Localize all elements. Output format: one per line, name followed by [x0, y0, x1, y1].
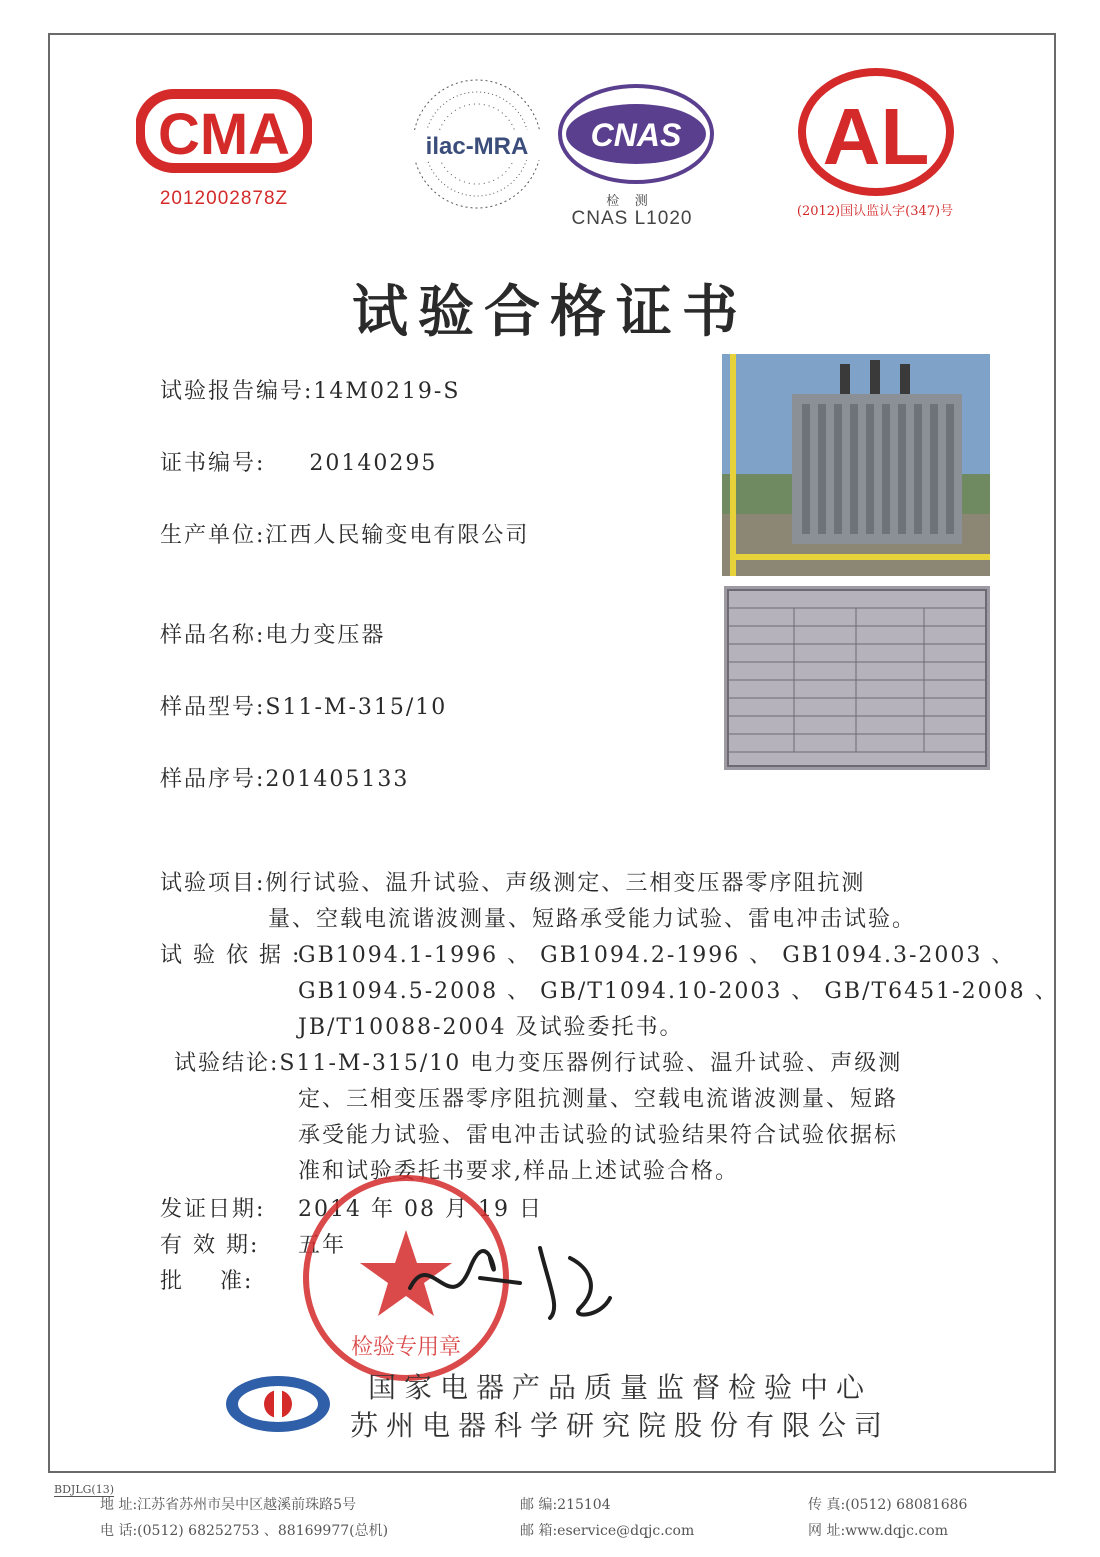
sample-serial-row	[160, 762, 409, 793]
footer-fax: 传 真:(0512) 68081686	[808, 1497, 968, 1513]
approval-label: 批 准:	[160, 1269, 254, 1294]
test-items-line2: 量、空载电流谐波测量、短路承受能力试验、雷电冲击试验。	[268, 907, 917, 932]
report-number-label: 试验报告编号:	[160, 379, 314, 404]
svg-text:ilac-MRA: ilac-MRA	[425, 133, 529, 160]
footer-email[interactable]: 邮 箱:eservice@dqjc.com	[520, 1523, 695, 1539]
conclusion-block	[174, 1046, 902, 1190]
conclusion-line1: S11-M-315/10 电力变压器例行试验、温升试验、声级测	[279, 1051, 903, 1076]
approval-row	[160, 1264, 253, 1295]
sample-name-row	[160, 618, 385, 649]
ilac-mra-logo	[402, 74, 552, 214]
form-code: BDJLG(13)	[54, 1483, 114, 1496]
footer-phone: 电 话:(0512) 68252753 、88169977(总机)	[100, 1523, 389, 1539]
cma-logo	[136, 84, 312, 184]
test-items-line1: 例行试验、温升试验、声级测定、三相变压器零序阻抗测	[265, 871, 866, 896]
sample-model-row	[160, 690, 447, 721]
test-basis-label: 试 验 依 据 :	[160, 943, 302, 968]
sample-name-label: 样品名称:	[160, 623, 266, 648]
sample-serial-label: 样品序号:	[160, 767, 266, 792]
organization-name-1: 国家电器产品质量监督检验中心	[367, 1371, 872, 1404]
sample-model-value: S11-M-315/10	[265, 695, 448, 720]
sample-model-label: 样品型号:	[160, 695, 266, 720]
signature	[400, 1228, 620, 1328]
svg-text:AL: AL	[822, 92, 930, 181]
test-basis-block	[160, 938, 1059, 1046]
certificate-number-row	[160, 446, 437, 477]
test-basis-line3: JB/T10088-2004 及试验委托书。	[298, 1015, 684, 1040]
test-items-label: 试验项目:	[160, 871, 266, 896]
report-number-value: 14M0219-S	[313, 379, 461, 404]
svg-text:CMA: CMA	[157, 102, 291, 167]
validity-value: 五年	[298, 1233, 347, 1258]
al-code: (2012)国认监认字(347)号	[796, 204, 954, 219]
conclusion-line2: 定、三相变压器零序阻抗测量、空载电流谐波测量、短路	[298, 1087, 899, 1112]
organization-emblem	[222, 1372, 334, 1436]
test-basis-line2: GB1094.5-2008 、 GB/T1094.10-2003 、 GB/T6451-2008 、	[298, 979, 1059, 1004]
manufacturer-label: 生产单位:	[160, 523, 266, 548]
test-basis-line1: GB1094.1-1996 、 GB1094.2-1996 、 GB1094.3-2003 、	[298, 943, 1016, 968]
footer-postcode: 邮 编:215104	[520, 1497, 611, 1513]
certificate-number-value: 20140295	[309, 451, 438, 476]
validity-label: 有 效 期:	[160, 1233, 260, 1258]
conclusion-label: 试验结论:	[174, 1051, 280, 1076]
cnas-code: CNAS L1020	[571, 208, 693, 229]
certificate-title: 试验合格证书	[352, 279, 748, 345]
transformer-photo	[722, 354, 990, 576]
certificate-number-label: 证书编号:	[160, 451, 266, 476]
organization-name-2: 苏州电器科学研究院股份有限公司	[349, 1409, 890, 1442]
conclusion-line4: 准和试验委托书要求,样品上述试验合格。	[298, 1159, 739, 1184]
footer-address: 地 址:江苏省苏州市吴中区越溪前珠路5号	[100, 1497, 357, 1513]
svg-text:检验专用章: 检验专用章	[350, 1335, 462, 1360]
issue-date-label: 发证日期:	[160, 1197, 266, 1222]
report-number-row	[160, 374, 460, 405]
conclusion-line3: 承受能力试验、雷电冲击试验的试验结果符合试验依据标	[298, 1123, 899, 1148]
cma-code: 2012002878Z	[159, 188, 289, 209]
sample-serial-value: 201405133	[265, 767, 410, 792]
nameplate-photo	[724, 586, 990, 770]
test-items-block	[160, 866, 916, 938]
manufacturer-value: 江西人民输变电有限公司	[265, 523, 530, 548]
manufacturer-row	[160, 518, 529, 549]
al-logo	[796, 66, 956, 198]
svg-text:CNAS: CNAS	[590, 117, 682, 153]
footer-website[interactable]: 网 址:www.dqjc.com	[808, 1523, 949, 1539]
cnas-subtitle: 检 测	[606, 193, 654, 208]
cnas-logo	[556, 78, 716, 190]
issue-date-value: 2014 年 08 月 19 日	[298, 1197, 543, 1222]
sample-name-value: 电力变压器	[265, 623, 386, 648]
